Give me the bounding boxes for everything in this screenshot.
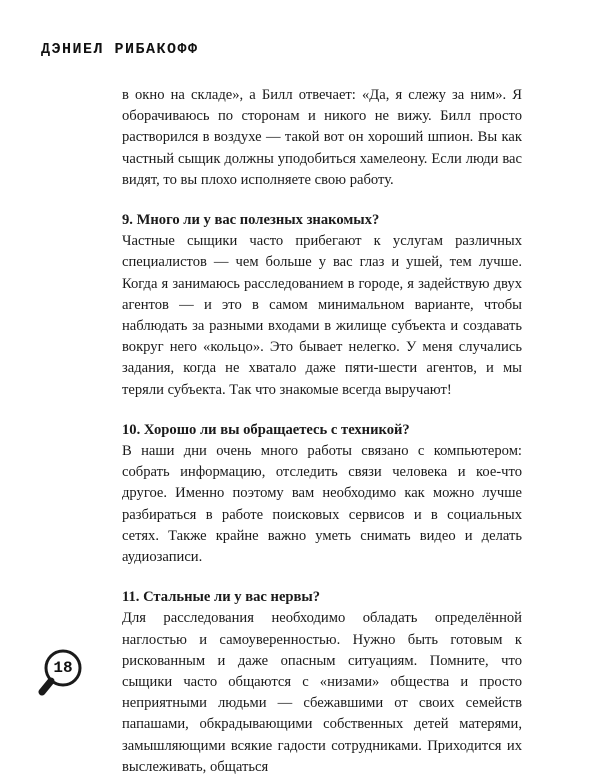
running-head-author: ДЭНИЕЛ РИБАКОФФ	[41, 41, 199, 58]
section-paragraph: Частные сыщики часто прибегают к услугам различных специалистов — чем больше у вас глаз и ушей, тем лучше. Когда я занимаюсь расследованием в городе, я задействую двух агентов — и это в самом минимальном варианте, чтобы наблюдать за разными входами в жилище субъекта и создавать вокруг него «кольцо». Это бывает нелегко. У меня случались задания, когда не хватало даже пяти-шести агентов, и мы теряли субъекта. Так что знакомые всегда выручают!	[122, 233, 522, 398]
section-9	[122, 210, 522, 401]
section-10	[122, 420, 522, 568]
section-11	[122, 587, 522, 778]
section-heading: 10. Хорошо ли вы обращаетесь с техникой?	[122, 421, 410, 438]
section-paragraph: Для расследования необходимо обладать определённой наглостью и самоуверенностью. Нужно быть готовым к рискованным и даже опасным ситуациям. Помните, что сыщики часто общаются с «низами» общества и просто неприятными людьми — сбежавшими от своих семейств папашами, обкрадывающими собственных детей матерями, замышляющими всякие гадости сотрудниками. Приходится их выслеживать, общаться	[122, 610, 522, 775]
section-heading: 11. Стальные ли у вас нервы?	[122, 589, 321, 606]
page-number-badge	[38, 647, 90, 699]
section-heading: 9. Много ли у вас полезных знакомых?	[122, 212, 380, 229]
page-number: 18	[53, 659, 73, 677]
section-paragraph: В наши дни очень много работы связано с компьютером: собрать информацию, отследить связи человека и кое-что другое. Именно поэтому вам необходимо как можно лучше разбираться в работе поисковых сервисов и в социальных сетях. Также крайне важно уметь снимать видео и делать аудиозаписи.	[122, 443, 522, 566]
page-body	[122, 85, 522, 778]
opening-paragraph: в окно на складе», а Билл отвечает: «Да, я слежу за ним». Я оборачиваюсь по сторонам и никого не вижу. Билл просто растворился в воздухе — такой вот он хороший шпион. Вы как частный сыщик должны уподобиться хамелеону. Если люди вас видят, то вы плохо исполняете свою работу.	[122, 87, 522, 188]
